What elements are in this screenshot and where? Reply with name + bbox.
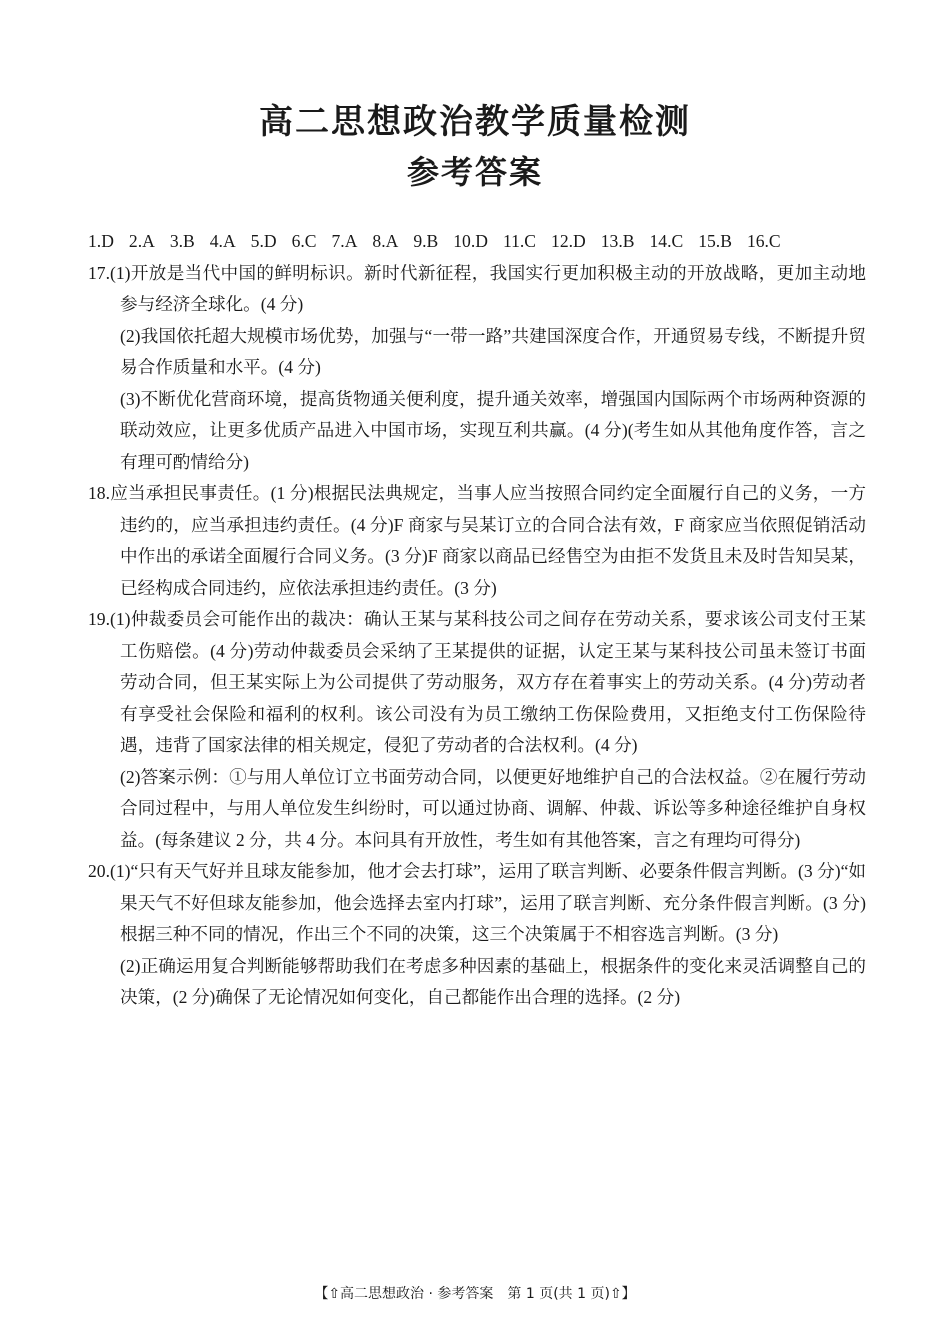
mc-answer: 11.C [502,231,537,251]
mc-answer: 16.C [746,231,781,251]
footer-bracket-right: 】 [621,1286,636,1302]
multiple-choice-answers [88,226,866,258]
footer-bracket-left: 【 [314,1286,329,1302]
mc-answer: 4.A [209,231,236,251]
mc-answer: 13.B [600,231,635,251]
question-20-part-2: (2)正确运用复合判断能够帮助我们在考虑多种因素的基础上，根据条件的变化来灵活调整自己的决策，(2 分)确保了无论情况如何变化，自己都能作出合理的选择。(2 分) [120,955,866,1007]
mc-answer: 8.A [372,231,399,251]
question-17-part-2: (2)我国依托超大规模市场优势，加强与“一带一路”共建国深度合作，开通贸易专线，不断提升贸易合作质量和水平。(4 分) [120,325,866,377]
page-footer [0,1283,950,1303]
question-19-part-2: (2)答案示例：①与用人单位订立书面劳动合同，以便更好地维护自己的合法权益。②在履行劳动合同过程中，与用人单位发生纠纷时，可以通过协商、调解、仲裁、诉讼等多种途径维护自身权益。(每条建议 2 分，共 4 分。本问具有开放性，考生如有其他答案，言之有理均可得分) [120,766,866,850]
mc-answer: 2.A [128,231,155,251]
up-arrow-icon: ⇧ [328,1286,341,1302]
mc-answer: 5.D [250,231,277,251]
question-17-part-3: (3)不断优化营商环境，提高货物通关便利度，提升通关效率，增强国内国际两个市场两种资源的联动效应，让更多优质产品进入中国市场，实现互利共赢。(4 分)(考生如从其他角度作答，言之有理可酌情给分) [120,388,866,472]
page-subtitle: 参考答案 [406,153,543,191]
mc-answer: 10.D [453,231,488,251]
mc-answer: 9.B [413,231,439,251]
page-title: 高二思想政治教学质量检测 [259,102,691,142]
mc-answer: 12.D [551,231,586,251]
mc-answer: 1.D [88,231,114,251]
question-18: 18.应当承担民事责任。(1 分)根据民法典规定，当事人应当按照合同约定全面履行自己的义务，一方违约的，应当承担违约责任。(4 分)F 商家与吴某订立的合同合法有效，F 商家应当依照促销活动中作出的承诺全面履行合同义务。(3 分)F 商家以商品已经售空为由拒不发货且未及时告知吴某，已经构成合同违约，应依法承担违约责任。(3 分) [88,483,866,598]
mc-answer: 3.B [169,231,195,251]
answer-body [88,226,866,1014]
question-19-part-1: 19.(1)仲裁委员会可能作出的裁决：确认王某与某科技公司之间存在劳动关系，要求该公司支付王某工伤赔偿。(4 分)劳动仲裁委员会采纳了王某提供的证据，认定王某与某科技公司虽未签订书面劳动合同，但王某实际上为公司提供了劳动服务，双方存在着事实上的劳动关系。(4 分)劳动者有享受社会保险和福利的权利。该公司没有为员工缴纳工伤保险费用，又拒绝支付工伤保险待遇，违背了国家法律的相关规定，侵犯了劳动者的合法权利。(4 分) [88,609,866,755]
up-arrow-icon: ⇧ [609,1286,622,1302]
mc-answer: 14.C [649,231,684,251]
question-17-part-1: 17.(1)开放是当代中国的鲜明标识。新时代新征程，我国实行更加积极主动的开放战略，更加主动地参与经济全球化。(4 分) [88,262,866,314]
mc-answer: 15.B [698,231,732,251]
footer-text: 高二思想政治 · 参考答案 第 1 页(共 1 页) [340,1286,610,1302]
question-20-part-1: 20.(1)“只有天气好并且球友能参加，他才会去打球”，运用了联言判断、必要条件假言判断。(3 分)“如果天气不好但球友能参加，他会选择去室内打球”，运用了联言判断、充分条件假言判断。(3 分)根据三种不同的情况，作出三个不同的决策，这三个决策属于不相容选言判断。(3 分) [88,861,866,944]
mc-answer: 6.C [291,231,317,251]
mc-answer: 7.A [331,231,358,251]
